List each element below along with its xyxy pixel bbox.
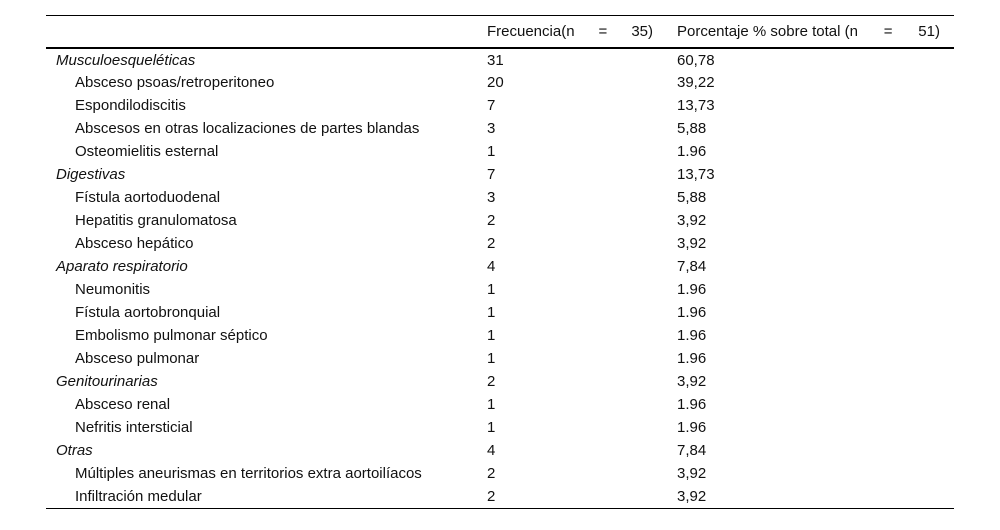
- category-label: Genitourinarias: [56, 373, 158, 390]
- table-body: [46, 48, 954, 508]
- item-label: Absceso renal: [75, 396, 171, 413]
- header-row: [46, 16, 954, 49]
- frequency-value: 3: [487, 189, 496, 206]
- percentage-value: 60,78: [677, 51, 715, 69]
- percentage-value: 1.96: [677, 304, 707, 321]
- category-row: [46, 370, 954, 393]
- table-row: [46, 278, 954, 301]
- category-row: [46, 255, 954, 278]
- table-row: [46, 393, 954, 416]
- frequency-value: 2: [487, 487, 496, 505]
- table-row: [46, 416, 954, 439]
- table-row: [46, 117, 954, 140]
- table-row: [46, 324, 954, 347]
- frequency-value: 1: [487, 419, 496, 436]
- percentage-value: 5,88: [677, 189, 707, 206]
- frequency-value: 2: [487, 465, 496, 482]
- item-label: Infiltración medular: [75, 487, 202, 505]
- category-label: Musculoesqueléticas: [56, 51, 196, 69]
- item-label: Osteomielitis esternal: [75, 143, 219, 160]
- header-category: [46, 16, 487, 49]
- category-label: Digestivas: [56, 166, 126, 183]
- item-label: Abscesos en otras localizaciones de partes blandas: [75, 120, 420, 137]
- category-label: Aparato respiratorio: [56, 258, 188, 275]
- table-row: [46, 347, 954, 370]
- frequency-value: 2: [487, 235, 496, 252]
- frequency-value: 2: [487, 212, 496, 229]
- percentage-value: 1.96: [677, 281, 707, 298]
- table-row: [46, 186, 954, 209]
- percentage-value: 1.96: [677, 419, 707, 436]
- complications-table-container: [46, 15, 954, 509]
- table-row: [46, 232, 954, 255]
- frequency-value: 1: [487, 304, 496, 321]
- item-label: Espondilodiscitis: [75, 97, 186, 114]
- percentage-value: 3,92: [677, 373, 707, 390]
- frequency-value: 1: [487, 396, 496, 413]
- percentage-value: 13,73: [677, 166, 715, 183]
- percentage-value: 1.96: [677, 396, 707, 413]
- item-label: Absceso pulmonar: [75, 350, 200, 367]
- frequency-value: 3: [487, 120, 496, 137]
- table-row: [46, 462, 954, 485]
- frequency-value: 2: [487, 373, 496, 390]
- item-label: Hepatitis granulomatosa: [75, 212, 237, 229]
- percentage-value: 1.96: [677, 350, 707, 367]
- category-row: [46, 48, 954, 71]
- table-row: [46, 71, 954, 94]
- percentage-value: 3,92: [677, 235, 707, 252]
- frequency-value: 1: [487, 281, 496, 298]
- frequency-value: 31: [487, 51, 504, 69]
- header-frequency-n: 35): [631, 23, 653, 40]
- complications-table: [46, 15, 954, 509]
- frequency-value: 7: [487, 97, 496, 114]
- table-header: [46, 16, 954, 49]
- percentage-value: 13,73: [677, 97, 715, 114]
- header-frequency-eq: =: [598, 23, 608, 40]
- table-row: [46, 140, 954, 163]
- table-row: [46, 301, 954, 324]
- percentage-value: 1.96: [677, 143, 707, 160]
- frequency-value: 4: [487, 442, 496, 459]
- table-row: [46, 209, 954, 232]
- percentage-value: 3,92: [677, 465, 707, 482]
- frequency-value: 4: [487, 258, 496, 275]
- item-label: Fístula aortoduodenal: [75, 189, 221, 206]
- category-row: [46, 439, 954, 462]
- percentage-value: 1.96: [677, 327, 707, 344]
- category-row: [46, 163, 954, 186]
- percentage-value: 39,22: [677, 74, 715, 91]
- frequency-value: 1: [487, 327, 496, 344]
- header-frequency-label: Frecuencia(n: [487, 23, 575, 40]
- table-row: [46, 485, 954, 508]
- frequency-value: 1: [487, 143, 496, 160]
- item-label: Neumonitis: [75, 281, 151, 298]
- header-frequency: [487, 16, 677, 49]
- item-label: Nefritis intersticial: [75, 419, 193, 436]
- percentage-value: 5,88: [677, 120, 707, 137]
- frequency-value: 1: [487, 350, 496, 367]
- header-percentage-n: 51): [918, 23, 940, 40]
- percentage-value: 3,92: [677, 487, 707, 505]
- percentage-value: 7,84: [677, 442, 707, 459]
- percentage-value: 7,84: [677, 258, 707, 275]
- item-label: Fístula aortobronquial: [75, 304, 221, 321]
- frequency-value: 7: [487, 166, 496, 183]
- category-label: Otras: [56, 442, 93, 459]
- percentage-value: 3,92: [677, 212, 707, 229]
- item-label: Absceso psoas/retroperitoneo: [75, 74, 275, 91]
- table-row: [46, 94, 954, 117]
- item-label: Embolismo pulmonar séptico: [75, 327, 268, 344]
- item-label: Múltiples aneurismas en territorios extra aortoilíacos: [75, 465, 422, 482]
- header-percentage: [677, 16, 954, 49]
- frequency-value: 20: [487, 74, 504, 91]
- item-label: Absceso hepático: [75, 235, 194, 252]
- header-percentage-eq: =: [883, 23, 893, 40]
- header-percentage-label: Porcentaje % sobre total (n: [677, 23, 858, 40]
